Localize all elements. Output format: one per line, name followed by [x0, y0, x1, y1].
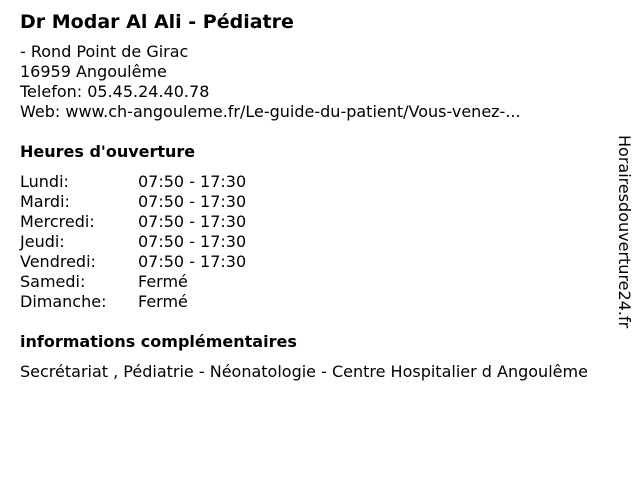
additional-info-text: Secrétariat , Pédiatrie - Néonatologie - Centre Hospitalier d Angoulême: [20, 362, 588, 381]
opening-hours-heading: Heures d'ouverture: [20, 142, 196, 161]
hours-time: Fermé: [138, 292, 188, 311]
hours-day: Jeudi:: [20, 232, 65, 251]
hours-row-sunday: [20, 292, 632, 312]
additional-info-heading: informations complémentaires: [20, 332, 297, 351]
hours-day: Mercredi:: [20, 212, 95, 231]
hours-row-monday: [20, 172, 632, 192]
hours-row-saturday: [20, 272, 632, 292]
site-watermark: Horairesdouverture24.fr: [615, 135, 634, 329]
hours-time: 07:50 - 17:30: [138, 252, 247, 271]
hours-day: Lundi:: [20, 172, 69, 191]
hours-row-friday: [20, 252, 632, 272]
hours-row-wednesday: [20, 212, 632, 232]
opening-hours-table: [20, 172, 632, 312]
address-city: 16959 Angoulême: [20, 62, 167, 81]
listing-content: [20, 10, 632, 382]
hours-time: 07:50 - 17:30: [138, 172, 247, 191]
hours-day: Mardi:: [20, 192, 70, 211]
hours-time: Fermé: [138, 272, 188, 291]
hours-row-tuesday: [20, 192, 632, 212]
phone-number: Telefon: 05.45.24.40.78: [20, 82, 210, 101]
address-street: - Rond Point de Girac: [20, 42, 189, 61]
hours-time: 07:50 - 17:30: [138, 212, 247, 231]
hours-day: Samedi:: [20, 272, 86, 291]
hours-time: 07:50 - 17:30: [138, 232, 247, 251]
hours-time: 07:50 - 17:30: [138, 192, 247, 211]
hours-row-thursday: [20, 232, 632, 252]
hours-day: Vendredi:: [20, 252, 96, 271]
page-title: Dr Modar Al Ali - Pédiatre: [20, 11, 294, 33]
hours-day: Dimanche:: [20, 292, 107, 311]
website-link[interactable]: Web: www.ch-angouleme.fr/Le-guide-du-patient/Vous-venez-...: [20, 102, 521, 121]
